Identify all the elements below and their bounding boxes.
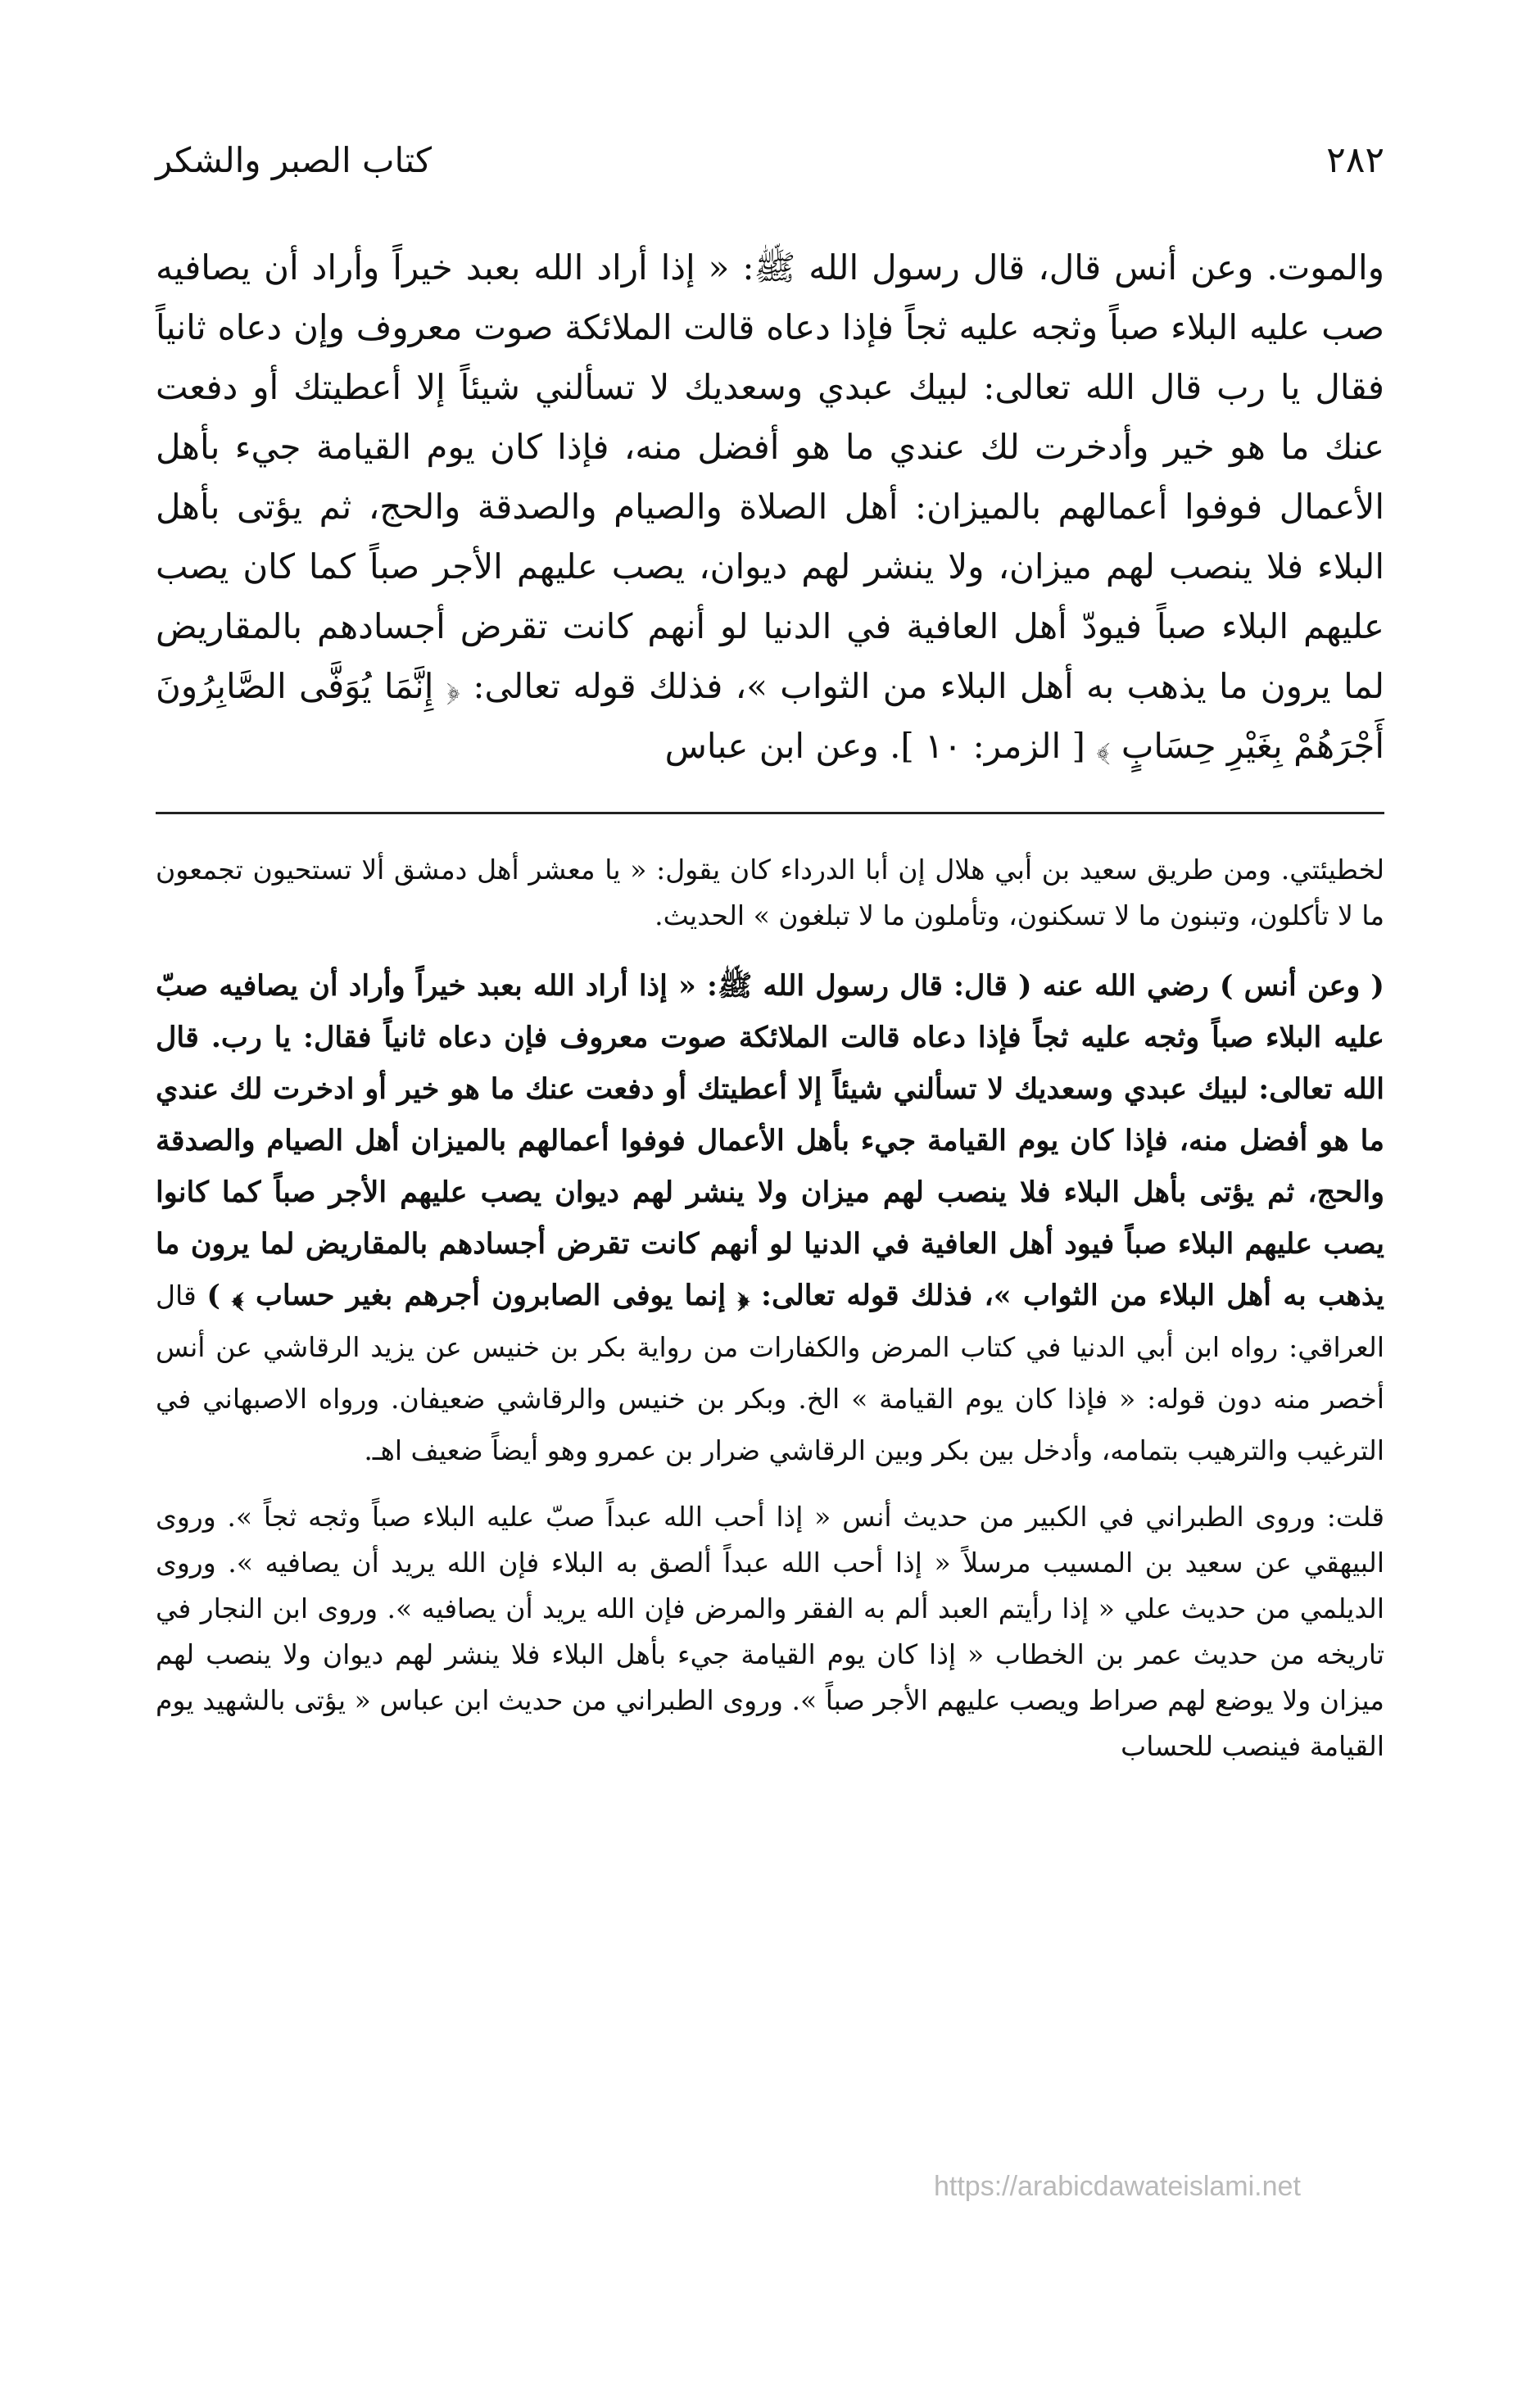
commentary-paragraph-2 — [156, 960, 1384, 1476]
commentary-paragraph-3: قلت: وروى الطبراني في الكبير من حديث أنس « إذا أحب الله عبداً صبّ عليه البلاء صباً وثجه ثجاً ». وروى البيهقي عن سعيد بن المسيب مرسلاً « إذا أحب الله عبداً ألصق به البلاء فإن الله يريد أن يصافيه ». وروى الديلمي من حديث علي « إذا رأيتم العبد ألم به الفقر والمرض فإن الله يريد أن يصافيه ». وروى ابن النجار في تاريخه من حديث عمر بن الخطاب « إذا كان يوم القيامة جيء بأهل البلاء فلا ينشر لهم ديوان ولا ينصب لهم ميزان ولا يوضع لهم صراط ويصب عليهم الأجر صباً ». وروى الطبراني من حديث ابن عباس « يؤتى بالشهيد يوم القيامة فينصب للحساب — [156, 1501, 1384, 1762]
book-page — [156, 139, 1384, 2236]
separator-rule — [156, 812, 1384, 814]
commentary-paragraph-1: لخطيئتي. ومن طريق سعيد بن أبي هلال إن أبا الدرداء كان يقول: « يا معشر أهل دمشق ألا تستحيون تجمعون ما لا تأكلون، وتبنون ما لا تسكنون، وتأملون ما لا تبلغون » الحديث. — [156, 854, 1384, 931]
main-paragraph: والموت. وعن أنس قال، قال رسول الله ﷺ: « إذا أراد الله بعبد خيراً وأراد أن يصافيه صب عليه البلاء صباً وثجه عليه ثجاً فإذا دعاه قالت الملائكة صوت معروف وإن دعاه ثانياً فقال يا رب قال الله تعالى: لبيك عبدي وسعديك لا تسألني شيئاً إلا أعطيتك أو دفعت عنك ما هو خير وأدخرت لك عندي ما هو أفضل منه، فإذا كان يوم القيامة جيء بأهل الأعمال فوفوا أعمالهم بالميزان: أهل الصلاة والصيام والصدقة والحج، ثم يؤتى بأهل البلاء فلا ينصب لهم ميزان، ولا ينشر لهم ديوان، يصب عليهم الأجر صباً كما كان يصب عليهم البلاء صباً فيودّ أهل العافية في الدنيا لو أنهم كانت تقرض أجسادهم بالمقاريض لما يرون ما يذهب به أهل البلاء من الثواب »، فذلك قوله تعالى: ﴿ إِنَّمَا يُوَفَّى الصَّابِرُونَ أَجْرَهُمْ بِغَيْرِ حِسَابٍ ﴾ [ الزمر: ١٠ ]. وعن ابن عباس — [156, 247, 1384, 766]
running-head — [156, 139, 1384, 205]
running-title: كتاب الصبر والشكر — [156, 140, 433, 180]
iraqi-takhrij: قال العراقي: رواه ابن أبي الدنيا في كتاب المرض والكفارات من رواية بكر بن خنيس عن يزيد الرقاشي عن أنس أخصر منه دون قوله: « فإذا كان يوم القيامة » الخ. وبكر بن خنيس والرقاشي ضعيفان. ورواه الاصبهاني في الترغيب والترهيب بتمامه، وأدخل بين بكر وبين الرقاشي ضرار بن عمرو وهو أيضاً ضعيف اهـ. — [156, 1280, 1384, 1466]
commentary — [156, 847, 1384, 1769]
main-text — [156, 238, 1384, 776]
page-number: ٢٨٢ — [1326, 139, 1384, 181]
watermark-url: https://arabicdawateislami.net — [934, 2171, 1301, 2202]
hadith-quote-bold: ( وعن أنس ) رضي الله عنه ( قال: قال رسول الله ﷺ: « إذا أراد الله بعبد خيراً وأراد أن يصافيه صبّ عليه البلاء صباً وثجه عليه ثجاً فإذا دعاه قالت الملائكة صوت معروف فإن دعاه ثانياً فقال: يا رب. قال الله تعالى: لبيك عبدي وسعديك لا تسألني شيئاً إلا أعطيتك أو دفعت عنك ما هو خير أو ادخرت لك عندي ما هو أفضل منه، فإذا كان يوم القيامة جيء بأهل الأعمال فوفوا أعمالهم بالميزان أهل الصيام والصدقة والحج، ثم يؤتى بأهل البلاء فلا ينصب لهم ميزان ولا ينشر لهم ديوان يصب عليهم الأجر صباً كما كانوا يصب عليهم البلاء صباً فيود أهل العافية في الدنيا لو أنهم كانت تقرض أجسادهم بالمقاريض لما يرون ما يذهب به أهل البلاء من الثواب »، فذلك قوله تعالى: ﴿ إنما يوفى الصابرون أجرهم بغير حساب ﴾ ) — [156, 969, 1385, 1312]
